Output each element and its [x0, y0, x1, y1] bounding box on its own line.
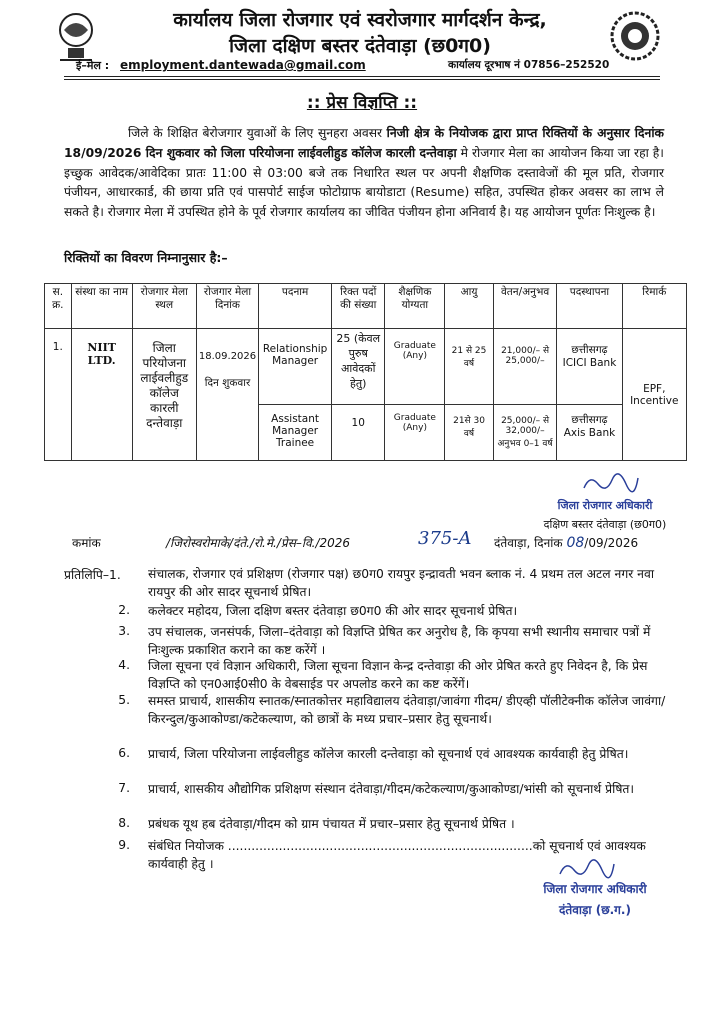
col-header: रोजगार मेला दिनांक — [196, 284, 258, 329]
col-header: रोजगार मेला स्थल — [132, 284, 196, 329]
copy-item: प्रबंधक यूथ हब दंतेवाड़ा/गीदम को ग्राम पंचायत में प्रचार–प्रसार हेतु सूचनार्थ प्रेषित । — [148, 817, 515, 831]
copy-item-number: 9. — [118, 838, 130, 852]
copy-item-number: 5. — [118, 693, 130, 707]
copy-item: कलेक्टर महोदय, जिला दक्षिण बस्तर दंतेवाड़ा छ0ग0 की ओर सादर सूचनार्थ प्रेषित। — [148, 604, 518, 618]
vacancy-count: 10 — [332, 405, 385, 461]
vacancy-subheading: रिक्तियों का विवरण निम्नानुसार है:– — [64, 250, 228, 265]
copy-item: जिला सूचना एवं विज्ञान अधिकारी, जिला सूचना विज्ञान केन्द्र दन्तेवाड़ा की ओर प्रेषित करते हुए निवेदन है, कि प्रेस विज्ञप्ति को एन0आई0सी0 के वेबसाईड पर अपलोड करने का कष्ट करेंगें। — [148, 659, 648, 691]
announcement-paragraph — [64, 124, 664, 223]
fair-day: दिन शुकवार — [204, 377, 251, 389]
reference-handwritten-number: 375-A — [418, 528, 472, 549]
officer-title: जिला रोजगार अधिकारी — [557, 499, 653, 512]
col-header: स. क्र. — [45, 284, 72, 329]
press-release-heading — [0, 90, 724, 113]
copy-item: संबंधित नियोजक ..............................................................................को सूचनार्थ एवं आवश्यक कार्यवाही हेतु । — [148, 839, 646, 871]
para-bold: निजी क्षेत्र के नियोजक द्वारा प्राप्त रिक्तियों के अनुसार दिनांक 18/09/2026 दिन शुकवार को जिला परियोजना लाईवलीहुड कॉलेज कारली दन्तेवाड़ा — [64, 126, 664, 160]
office-title-line1: कार्यालय जिला रोजगार एवं स्वरोजगार मार्गदर्शन केन्द्र, — [173, 9, 547, 31]
officer-stamp-block — [510, 880, 680, 918]
col-header: पदस्थापना — [557, 284, 622, 329]
institution-name: NIIT LTD. — [71, 329, 132, 461]
copy-item-number: 6. — [118, 746, 130, 760]
age-range: 21से 30 वर्ष — [445, 405, 493, 461]
date-prefix: दंतेवाड़ा, दिनांक — [494, 536, 563, 550]
copy-to-label: प्रतिलिपि–1. — [64, 568, 121, 582]
posting: छत्तीसगढ़ Axis Bank — [557, 405, 622, 461]
email-label: ई–मेल : — [76, 59, 110, 72]
reference-number: /जिरोस्वरोमाके/दंते./रो.मे./प्रेस–वि./2026 — [166, 536, 351, 550]
col-header: रिमार्क — [622, 284, 686, 329]
para-intro: जिले के शिक्षित बेरोजगार युवाओं के लिए सुनहरा अवसर — [128, 126, 383, 140]
remark: EPF, Incentive — [622, 329, 686, 461]
age-range: 21 से 25 वर्ष — [445, 329, 493, 405]
copy-item-number: 3. — [118, 624, 130, 638]
header-divider — [64, 76, 660, 77]
fair-date-cell — [196, 329, 258, 461]
email-link[interactable]: employment.dantewada@gmail.com — [120, 58, 366, 72]
header-divider-thin — [64, 79, 660, 80]
office-title-line2: जिला दक्षिण बस्तर दंतेवाड़ा (छ0ग0) — [229, 35, 491, 57]
serial-no: 1. — [45, 329, 72, 461]
press-release-heading-text: :: प्रेस विज्ञप्ति :: — [306, 93, 418, 113]
stamp-office: दंतेवाड़ा (छ.ग.) — [559, 903, 631, 917]
copy-item: प्राचार्य, शासकीय औद्योगिक प्रशिक्षण संस्थान दंतेवाड़ा/गीदम/कटेकल्याण/कुआकोण्डा/भांसी को सूचनार्थ प्रेषित। — [148, 782, 635, 796]
reference-label: कमांक — [72, 536, 101, 550]
col-header: संस्था का नाम — [71, 284, 132, 329]
salary: 21,000/– से 25,000/– — [493, 329, 557, 405]
officer-office: दक्षिण बस्तर दंतेवाड़ा (छ0ग0) — [543, 518, 667, 531]
col-header: शैक्षणिक योग्यता — [385, 284, 445, 329]
copy-item: समस्त प्राचार्य, शासकीय स्नातक/स्नातकोत्तर महाविद्यालय दंतेवाड़ा/जावंगा गीदम/ डीएव्ही पॉलीटेक्नीक कॉलेज जावंगा/किरन्दुल/कुआकोण्डा/कटेकल्याण, को छात्रों के मध्य प्रचार–प्रसार हेतु सूचनार्थ। — [148, 694, 666, 726]
col-header: वेतन/अनुभव — [493, 284, 557, 329]
col-header: पदनाम — [259, 284, 332, 329]
date-rest: /09/2026 — [584, 536, 639, 550]
copy-item: उप संचालक, जनसंपर्क, जिला–दंतेवाड़ा को विज्ञप्ति प्रेषित कर अनुरोध है, कि कृपया सभी स्थानीय समाचार पत्रों में निःशुल्क प्रकाशित कराने का कष्ट करेंगें । — [148, 625, 651, 657]
col-header: रिक्त पदों की संख्या — [332, 284, 385, 329]
reference-date — [494, 534, 638, 551]
date-day: 08 — [566, 535, 585, 551]
fair-venue: जिला परियोजना लाईवलीहुड कॉलेज कारली दन्तेवाड़ा — [132, 329, 196, 461]
signature-scribble-icon — [580, 470, 640, 494]
copy-item-number: 2. — [118, 603, 130, 617]
post-name: Relationship Manager — [259, 329, 332, 405]
table-row — [45, 329, 687, 405]
signature-scribble-icon — [556, 858, 616, 880]
copy-item-number: 8. — [118, 816, 130, 830]
salary: 25,000/– से 32,000/– अनुभव 0–1 वर्ष — [493, 405, 557, 461]
officer-signature-block — [530, 498, 680, 532]
office-phone: कार्यालय दूरभाष नं 07856–252520 — [448, 59, 610, 71]
qualification: Graduate (Any) — [385, 405, 445, 461]
copy-item-number: 4. — [118, 658, 130, 672]
table-header-row — [45, 284, 687, 329]
qualification: Graduate (Any) — [385, 329, 445, 405]
copy-item-number: 7. — [118, 781, 130, 795]
employment-logo-icon — [604, 10, 666, 62]
copy-item: संचालक, रोजगार एवं प्रशिक्षण (रोजगार पक्ष) छ0ग0 रायपुर इन्द्रावती भवन ब्लाक नं. 4 प्रथम तल अटल नगर नवा रायपुर की ओर सादर सूचनार्थ प्रेषित। — [148, 567, 655, 599]
vacancy-table — [44, 283, 687, 461]
post-name: Assistant Manager Trainee — [259, 405, 332, 461]
stamp-title: जिला रोजगार अधिकारी — [543, 882, 647, 896]
vacancy-count: 25 (केवल पुरुष आवेदकों हेतु) — [332, 329, 385, 405]
fair-date: 18.09.2026 — [198, 351, 257, 362]
para-details: मे रोजगार मेला का आयोजन किया जा रहा है। इच्छुक आवेदक/आवेदिका प्रातः 11:00 से 03:00 बजे तक निधारित स्थल पर अपनी शैक्षणिक दस्तावेजों की मूल प्रति, रोजगार पंजीयन, आधारकार्ड, की छाया प्रति एवं पासपोर्ट साईज फोटोग्राफ बायोडाटा (Resume) सहित, उपस्थित होकर अवसर का लाभ ले सकते है। रोजगार मेला में उपस्थित होने के पूर्व रोजगार कार्यालय का जीवित पंजीयन होना अनिवार्य है। यह आयोजन पूर्णतः निःशुल्क है। — [64, 145, 664, 220]
copy-item: प्राचार्य, जिला परियोजना लाईवलीहुड कॉलेज कारली दन्तेवाड़ा को सूचनार्थ एवं आवश्यक कार्यवाही हेतु प्रेषित। — [148, 747, 629, 761]
col-header: आयु — [445, 284, 493, 329]
posting: छत्तीसगढ़ ICICI Bank — [557, 329, 622, 405]
